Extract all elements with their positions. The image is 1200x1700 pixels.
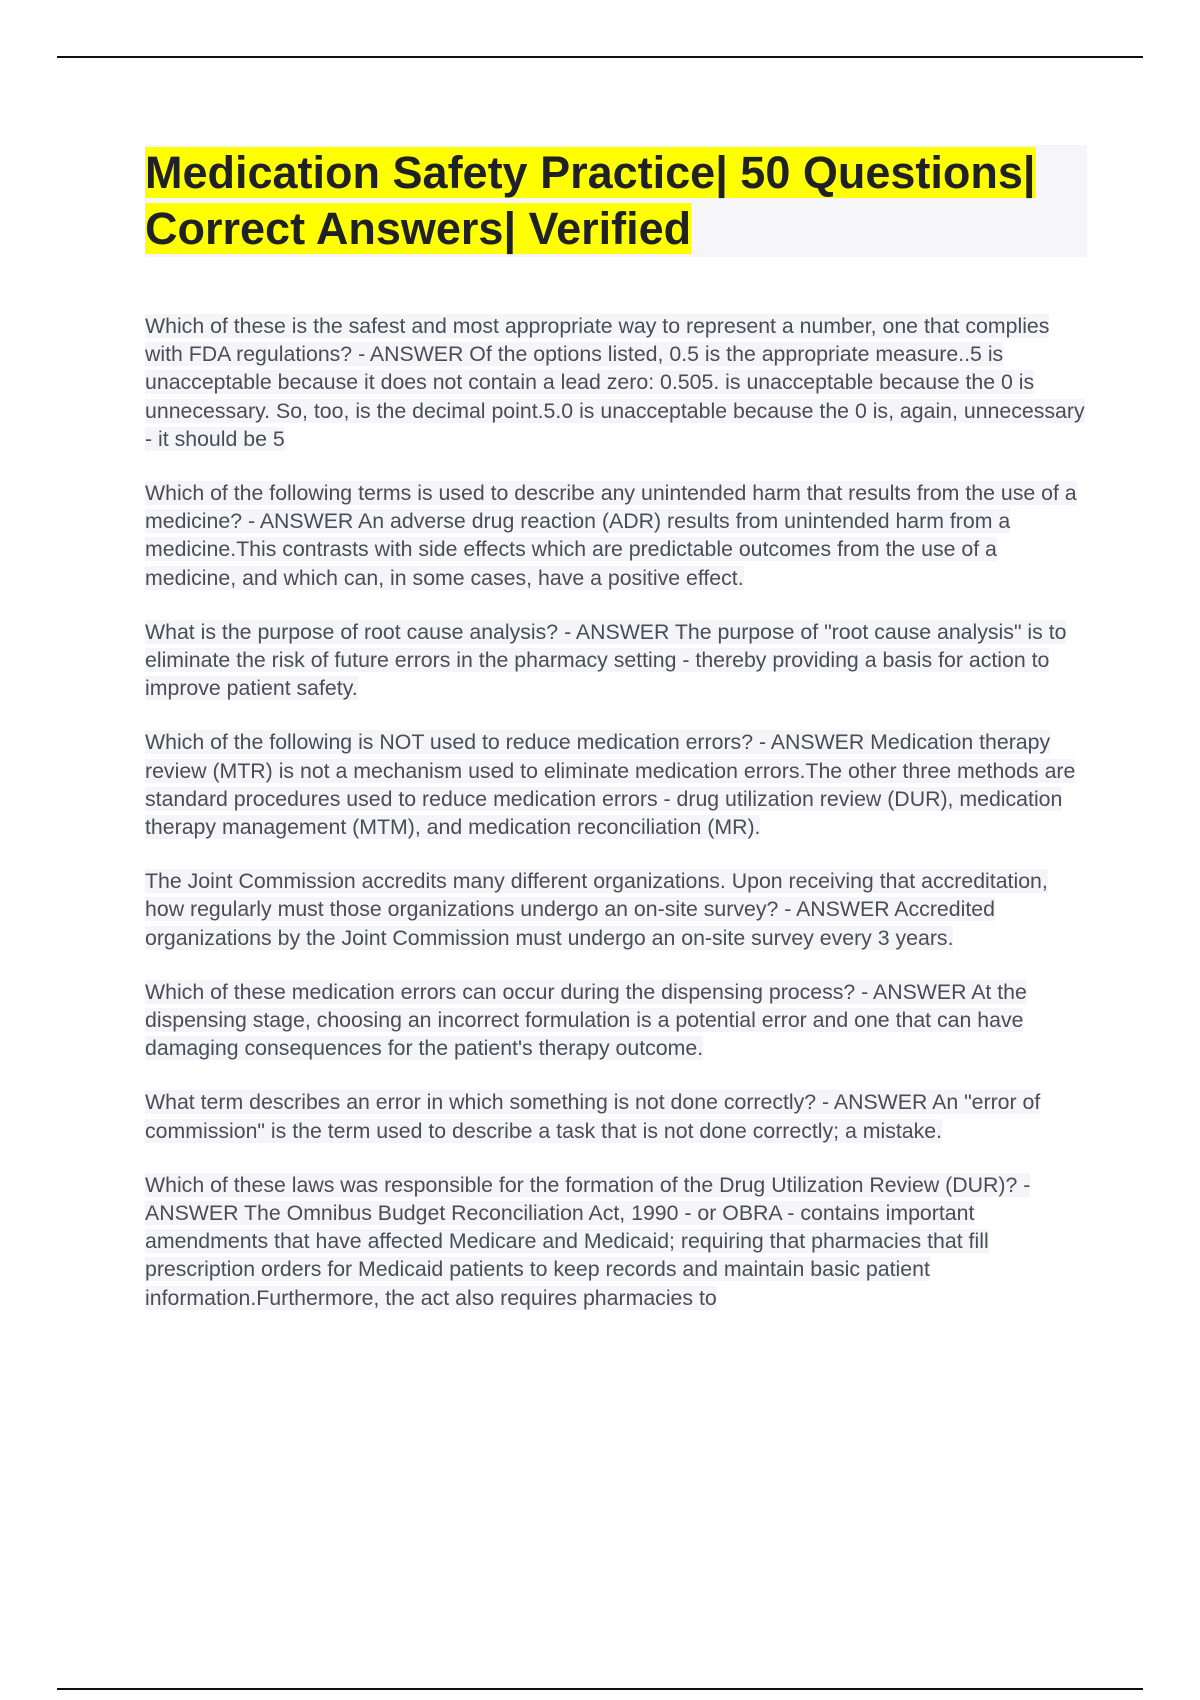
title-block: [145, 145, 1087, 257]
qa-text: Which of these medication errors can occur during the dispensing process? - ANSWER At the dispensing stage, choosing an incorrect formulation is a potential error and one that can have damaging consequences for the patient's therapy outcome.: [145, 979, 1027, 1061]
qa-item: [145, 479, 1087, 592]
qa-text: Which of these laws was responsible for the formation of the Drug Utilization Review (DUR)? - ANSWER The Omnibus Budget Reconciliation Act, 1990 - or OBRA - contains important amendments that have affected Medicare and Medicaid; requiring that pharmacies that fill prescription orders for Medicaid patients to keep records and maintain basic patient information.Furthermore, the act also requires pharmacies to: [145, 1172, 1031, 1310]
qa-item: [145, 728, 1087, 841]
qa-text: Which of the following terms is used to describe any unintended harm that results from the use of a medicine? - ANSWER An adverse drug reaction (ADR) results from unintended harm from a medicine.This contrasts with side effects which are predictable outcomes from the use of a medicine, and which can, in some cases, have a positive effect.: [145, 481, 1077, 590]
top-rule: [57, 56, 1143, 58]
qa-text: What term describes an error in which something is not done correctly? - ANSWER An "error of commission" is the term used to describe a task that is not done correctly; a mistake.: [145, 1090, 1041, 1143]
qa-item: [145, 618, 1087, 703]
qa-text: The Joint Commission accredits many different organizations. Upon receiving that accreditation, how regularly must those organizations undergo an on-site survey? - ANSWER Accredited organizations by the Joint Commission must undergo an on-site survey every 3 years.: [145, 869, 1048, 950]
qa-list: [145, 312, 1087, 1338]
qa-text: Which of these is the safest and most appropriate way to represent a number, one that complies with FDA regulations? - ANSWER Of the options listed, 0.5 is the appropriate measure..5 is unacceptable because it does not contain a lead zero: 0.505. is unacceptable because the 0 is unnecessary. So, too, is the decimal point.5.0 is unacceptable because the 0 is, again, unnecessary - it should be 5: [145, 314, 1085, 451]
qa-item: [145, 978, 1087, 1063]
qa-text: Which of the following is NOT used to reduce medication errors? - ANSWER Medication therapy review (MTR) is not a mechanism used to eliminate medication errors.The other three methods are standard procedures used to reduce medication errors - drug utilization review (DUR), medication therapy management (MTM), and medication reconciliation (MR).: [145, 730, 1076, 840]
qa-item: [145, 1088, 1087, 1144]
qa-item: [145, 1171, 1087, 1312]
document-title-text: Medication Safety Practice| 50 Questions| Correct Answers| Verified: [145, 147, 1036, 254]
qa-item: [145, 867, 1087, 952]
qa-item: [145, 312, 1087, 453]
document-title: [145, 145, 1087, 257]
qa-text: What is the purpose of root cause analysis? - ANSWER The purpose of "root cause analysis" is to eliminate the risk of future errors in the pharmacy setting - thereby providing a basis for action to improve patient safety.: [145, 619, 1067, 701]
bottom-rule: [57, 1688, 1143, 1690]
